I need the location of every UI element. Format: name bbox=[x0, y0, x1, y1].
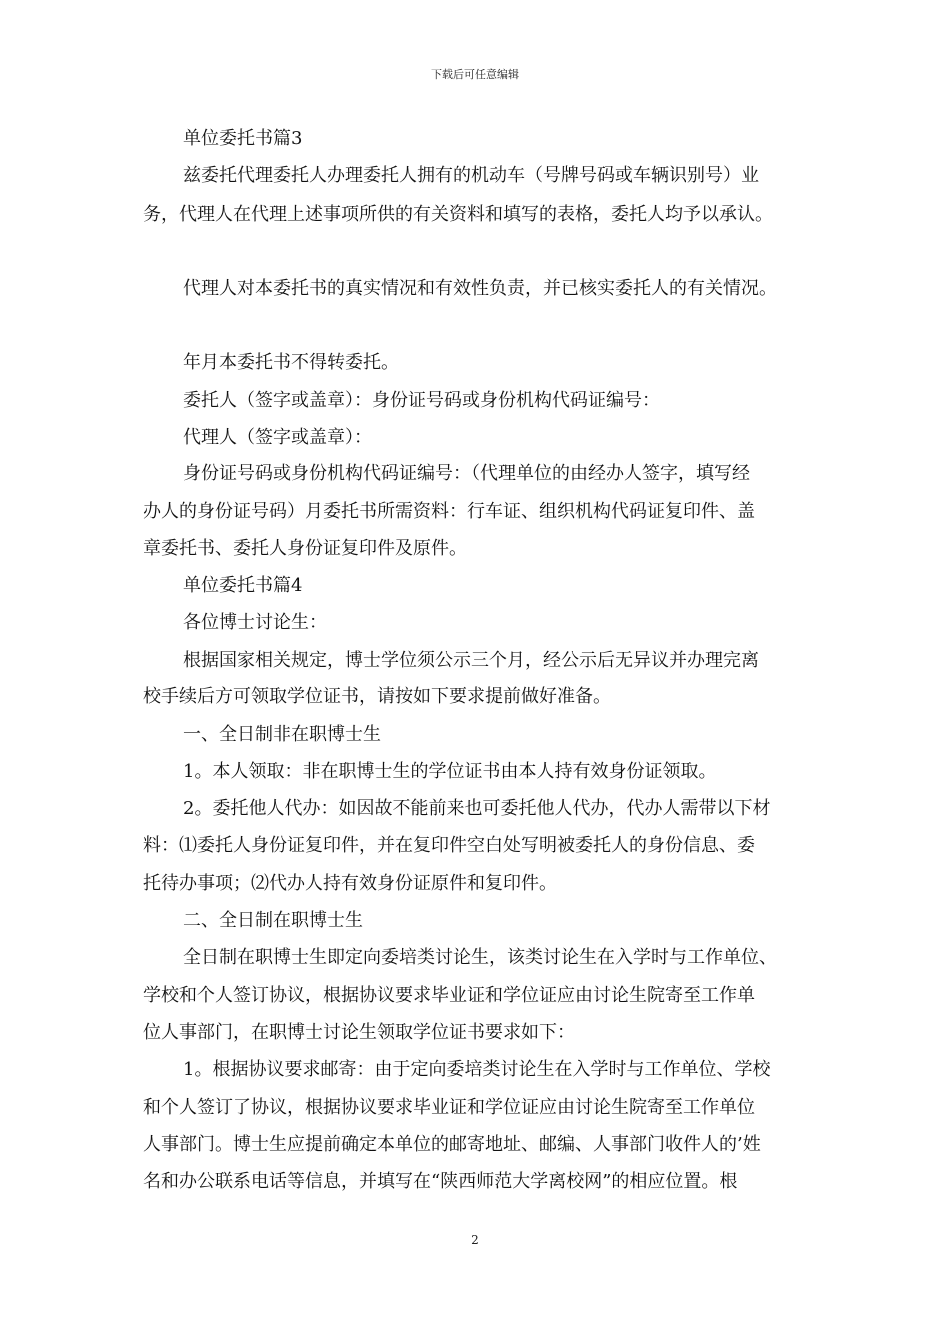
paragraph-line: 委托人（签字或盖章）：身份证号码或身份机构代码证编号： bbox=[183, 390, 660, 411]
paragraph-line: 托待办事项；⑵代办人持有效身份证原件和复印件。 bbox=[143, 873, 557, 894]
section-title: 单位委托书篇3 bbox=[183, 128, 303, 149]
paragraph-line: 兹委托代理委托人办理委托人拥有的机动车（号牌号码或车辆识别号）业 bbox=[183, 165, 759, 186]
paragraph-line: 1。根据协议要求邮寄：由于定向委培类讨论生在入学时与工作单位、学校 bbox=[183, 1059, 771, 1080]
paragraph-line: 名和办公联系电话等信息，并填写在“陕西师范大学离校网”的相应位置。根 bbox=[143, 1171, 738, 1192]
section-title: 单位委托书篇4 bbox=[183, 575, 303, 596]
paragraph-line: 学校和个人签订协议，根据协议要求毕业证和学位证应由讨论生院寄至工作单 bbox=[143, 985, 755, 1006]
paragraph-line: 人事部门。博士生应提前确定本单位的邮寄地址、邮编、人事部门收件人的’姓 bbox=[143, 1134, 761, 1155]
paragraph-line: 2。委托他人代办：如因故不能前来也可委托他人代办，代办人需带以下材 bbox=[183, 798, 771, 819]
paragraph-line: 料：⑴委托人身份证复印件，并在复印件空白处写明被委托人的身份信息、委 bbox=[143, 835, 755, 856]
paragraph-line: 务，代理人在代理上述事项所供的有关资料和填写的表格，委托人均予以承认。 bbox=[143, 204, 773, 225]
page-number: 2 bbox=[471, 1233, 479, 1247]
paragraph-line: 校手续后方可领取学位证书，请按如下要求提前做好准备。 bbox=[143, 686, 611, 707]
paragraph-line: 和个人签订了协议，根据协议要求毕业证和学位证应由讨论生院寄至工作单位 bbox=[143, 1097, 755, 1118]
paragraph-line: 年月本委托书不得转委托。 bbox=[183, 352, 399, 373]
paragraph-line: 代理人对本委托书的真实情况和有效性负责，并已核实委托人的有关情况。 bbox=[183, 278, 777, 299]
page-header: 下载后可任意编辑 bbox=[431, 68, 519, 81]
paragraph-line: 章委托书、委托人身份证复印件及原件。 bbox=[143, 538, 467, 559]
paragraph-line: 全日制在职博士生即定向委培类讨论生，该类讨论生在入学时与工作单位、 bbox=[183, 947, 777, 968]
paragraph-line: 办人的身份证号码）月委托书所需资料：行车证、组织机构代码证复印件、盖 bbox=[143, 501, 755, 522]
paragraph-line: 位人事部门，在职博士讨论生领取学位证书要求如下： bbox=[143, 1022, 575, 1043]
paragraph-line: 根据国家相关规定，博士学位须公示三个月，经公示后无异议并办理完离 bbox=[183, 650, 759, 671]
paragraph-line: 各位博士讨论生： bbox=[183, 612, 327, 633]
subsection-title: 二、全日制在职博士生 bbox=[183, 910, 363, 931]
paragraph-line: 身份证号码或身份机构代码证编号：（代理单位的由经办人签字，填写经 bbox=[183, 463, 750, 484]
paragraph-line: 1。本人领取：非在职博士生的学位证书由本人持有效身份证领取。 bbox=[183, 761, 717, 782]
paragraph-line: 代理人（签字或盖章）： bbox=[183, 427, 372, 448]
subsection-title: 一、全日制非在职博士生 bbox=[183, 724, 381, 745]
